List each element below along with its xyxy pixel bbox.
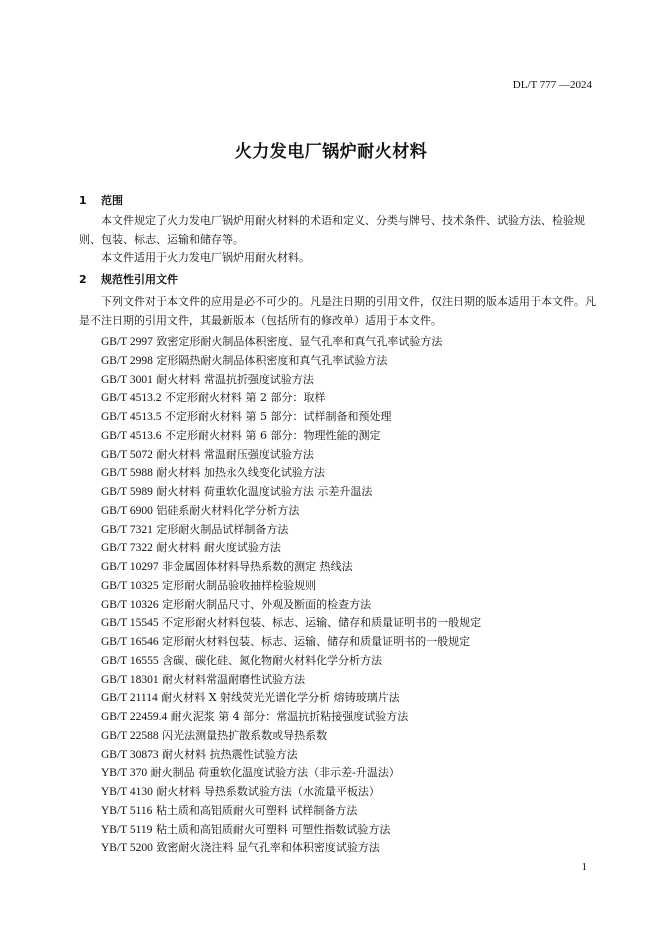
reference-code: GB/T 18301 <box>101 673 159 686</box>
reference-item <box>101 427 481 446</box>
reference-item <box>101 352 481 371</box>
reference-item <box>101 558 481 577</box>
reference-item <box>101 483 481 502</box>
reference-title: 耐火制品 荷重软化温度试验方法（非示差-升温法） <box>150 766 400 780</box>
reference-item <box>101 821 481 840</box>
reference-title: 闪光法测量热扩散系数或导热系数 <box>162 728 328 742</box>
reference-item <box>101 633 481 652</box>
reference-title: 耐火材料 抗热震性试验方法 <box>162 747 298 761</box>
reference-title: 耐火材料 加热永久线变化试验方法 <box>156 466 325 480</box>
section-paragraph: 本文件适用于火力发电厂锅炉用耐火材料。 <box>101 251 310 264</box>
reference-item <box>101 746 481 765</box>
reference-title: 定形隔热耐火制品体积密度和真气孔率试验方法 <box>156 353 388 367</box>
reference-title: 含碳、碳化硅、氮化物耐火材料化学分析方法 <box>162 653 383 667</box>
reference-item <box>101 689 481 708</box>
reference-item <box>101 371 481 390</box>
section-number: 1 <box>79 194 87 207</box>
reference-code: GB/T 5072 <box>101 448 153 461</box>
reference-code: GB/T 10326 <box>101 598 159 611</box>
reference-item <box>101 446 481 465</box>
section-heading-scope <box>79 192 123 208</box>
reference-title: 耐火材料 荷重软化温度试验方法 示差升温法 <box>156 485 373 498</box>
reference-code: GB/T 30873 <box>101 748 159 761</box>
reference-title: 耐火材料 导热系数试验方法（水流量平板法） <box>156 785 380 798</box>
reference-item <box>101 671 481 690</box>
reference-item <box>101 783 481 802</box>
section-heading-normative-references <box>79 271 178 287</box>
document-code: DL/T 777 —2024 <box>512 79 592 91</box>
reference-item <box>101 614 481 633</box>
document-title: 火力发电厂锅炉耐火材料 <box>234 142 428 162</box>
reference-code: YB/T 5119 <box>101 823 153 836</box>
reference-item <box>101 408 481 427</box>
reference-title: 不定形耐火材料 第 5 部分：试样制备和预处理 <box>165 410 392 423</box>
reference-code: GB/T 2997 <box>101 336 153 348</box>
reference-title: 定形耐火制品验收抽样检验规则 <box>162 578 317 592</box>
reference-item <box>101 577 481 596</box>
reference-title: 定形耐火制品尺寸、外观及断面的检查方法 <box>162 597 372 611</box>
reference-title: 致密耐火浇注料 显气孔率和体积密度试验方法 <box>156 841 380 855</box>
reference-item <box>101 652 481 671</box>
reference-code: GB/T 16546 <box>101 636 159 648</box>
reference-code: GB/T 7321 <box>101 523 153 536</box>
reference-code: YB/T 5200 <box>101 842 153 855</box>
reference-item <box>101 521 481 540</box>
reference-item <box>101 539 481 558</box>
section-paragraph: 下列文件对于本文件的应用是必不可少的。凡是注日期的引用文件，仅注日期的版本适用于本文件。凡是不注日期的引用文件，其最新版本（包括所有的修改单）适用于本文件。 <box>79 295 596 327</box>
page-number: 1 <box>581 861 587 873</box>
reference-code: GB/T 5988 <box>101 467 153 480</box>
reference-item <box>101 802 481 821</box>
reference-code: GB/T 10297 <box>101 561 159 573</box>
section-title: 范围 <box>101 194 123 207</box>
reference-code: YB/T 5116 <box>101 804 153 817</box>
reference-item <box>101 333 481 352</box>
reference-list <box>101 333 481 858</box>
reference-title: 粘土质和高铝质耐火可塑料 可塑性指数试验方法 <box>155 822 391 836</box>
reference-title: 致密定形耐火制品体积密度、显气孔率和真气孔率试验方法 <box>156 335 443 348</box>
reference-code: GB/T 4513.5 <box>101 411 162 423</box>
reference-title: 粘土质和高铝质耐火可塑料 试样制备方法 <box>155 803 358 817</box>
reference-code: GB/T 4513.2 <box>101 392 162 405</box>
reference-code: GB/T 16555 <box>101 654 159 667</box>
reference-title: 耐火泥浆 第 4 部分：常温抗折粘接强度试验方法 <box>170 710 409 723</box>
reference-title: 非金属固体材料导热系数的测定 热线法 <box>162 560 353 573</box>
reference-item <box>101 502 481 521</box>
reference-code: GB/T 2998 <box>101 354 153 367</box>
reference-title: 铝硅系耐火材料化学分析方法 <box>156 503 300 517</box>
reference-title: 耐火材料 X 射线荧光光谱化学分析 熔铸玻璃片法 <box>161 691 400 705</box>
reference-title: 耐火材料 常温耐压强度试验方法 <box>156 447 314 461</box>
reference-code: GB/T 22588 <box>101 729 159 742</box>
reference-code: GB/T 6900 <box>101 504 153 517</box>
reference-code: GB/T 22459.4 <box>101 711 168 723</box>
reference-title: 耐火材料 常温抗折强度试验方法 <box>156 372 314 386</box>
reference-item <box>101 389 481 408</box>
reference-code: GB/T 5989 <box>101 486 153 498</box>
reference-code: GB/T 21114 <box>101 692 158 705</box>
reference-title: 不定形耐火材料包装、标志、运输、储存和质量证明书的一般规定 <box>162 616 482 630</box>
reference-code: GB/T 7322 <box>101 542 153 555</box>
reference-item <box>101 839 481 858</box>
reference-item <box>101 596 481 615</box>
reference-item <box>101 727 481 746</box>
reference-title: 耐火材料常温耐磨性试验方法 <box>162 672 306 686</box>
reference-code: GB/T 15545 <box>101 617 159 630</box>
reference-title: 不定形耐火材料 第 2 部分：取样 <box>165 391 326 405</box>
reference-title: 定形耐火制品试样制备方法 <box>156 522 289 536</box>
reference-item <box>101 464 481 483</box>
reference-title: 不定形耐火材料 第 6 部分：物理性能的测定 <box>165 428 381 442</box>
reference-title: 定形耐火材料包装、标志、运输、储存和质量证明书的一般规定 <box>162 635 471 648</box>
section-paragraph: 本文件规定了火力发电厂锅炉用耐火材料的术语和定义、分类与牌号、技术条件、试验方法、检验规则、包装、标志、运输和储存等。 <box>79 214 585 246</box>
section-number: 2 <box>79 273 87 286</box>
section-title: 规范性引用文件 <box>101 273 178 286</box>
reference-code: GB/T 10325 <box>101 579 159 592</box>
reference-code: YB/T 4130 <box>101 786 153 798</box>
reference-code: YB/T 370 <box>101 767 148 780</box>
reference-title: 耐火材料 耐火度试验方法 <box>156 541 281 555</box>
reference-code: GB/T 3001 <box>101 373 153 386</box>
reference-item <box>101 764 481 783</box>
reference-item <box>101 708 481 727</box>
reference-code: GB/T 4513.6 <box>101 429 162 442</box>
